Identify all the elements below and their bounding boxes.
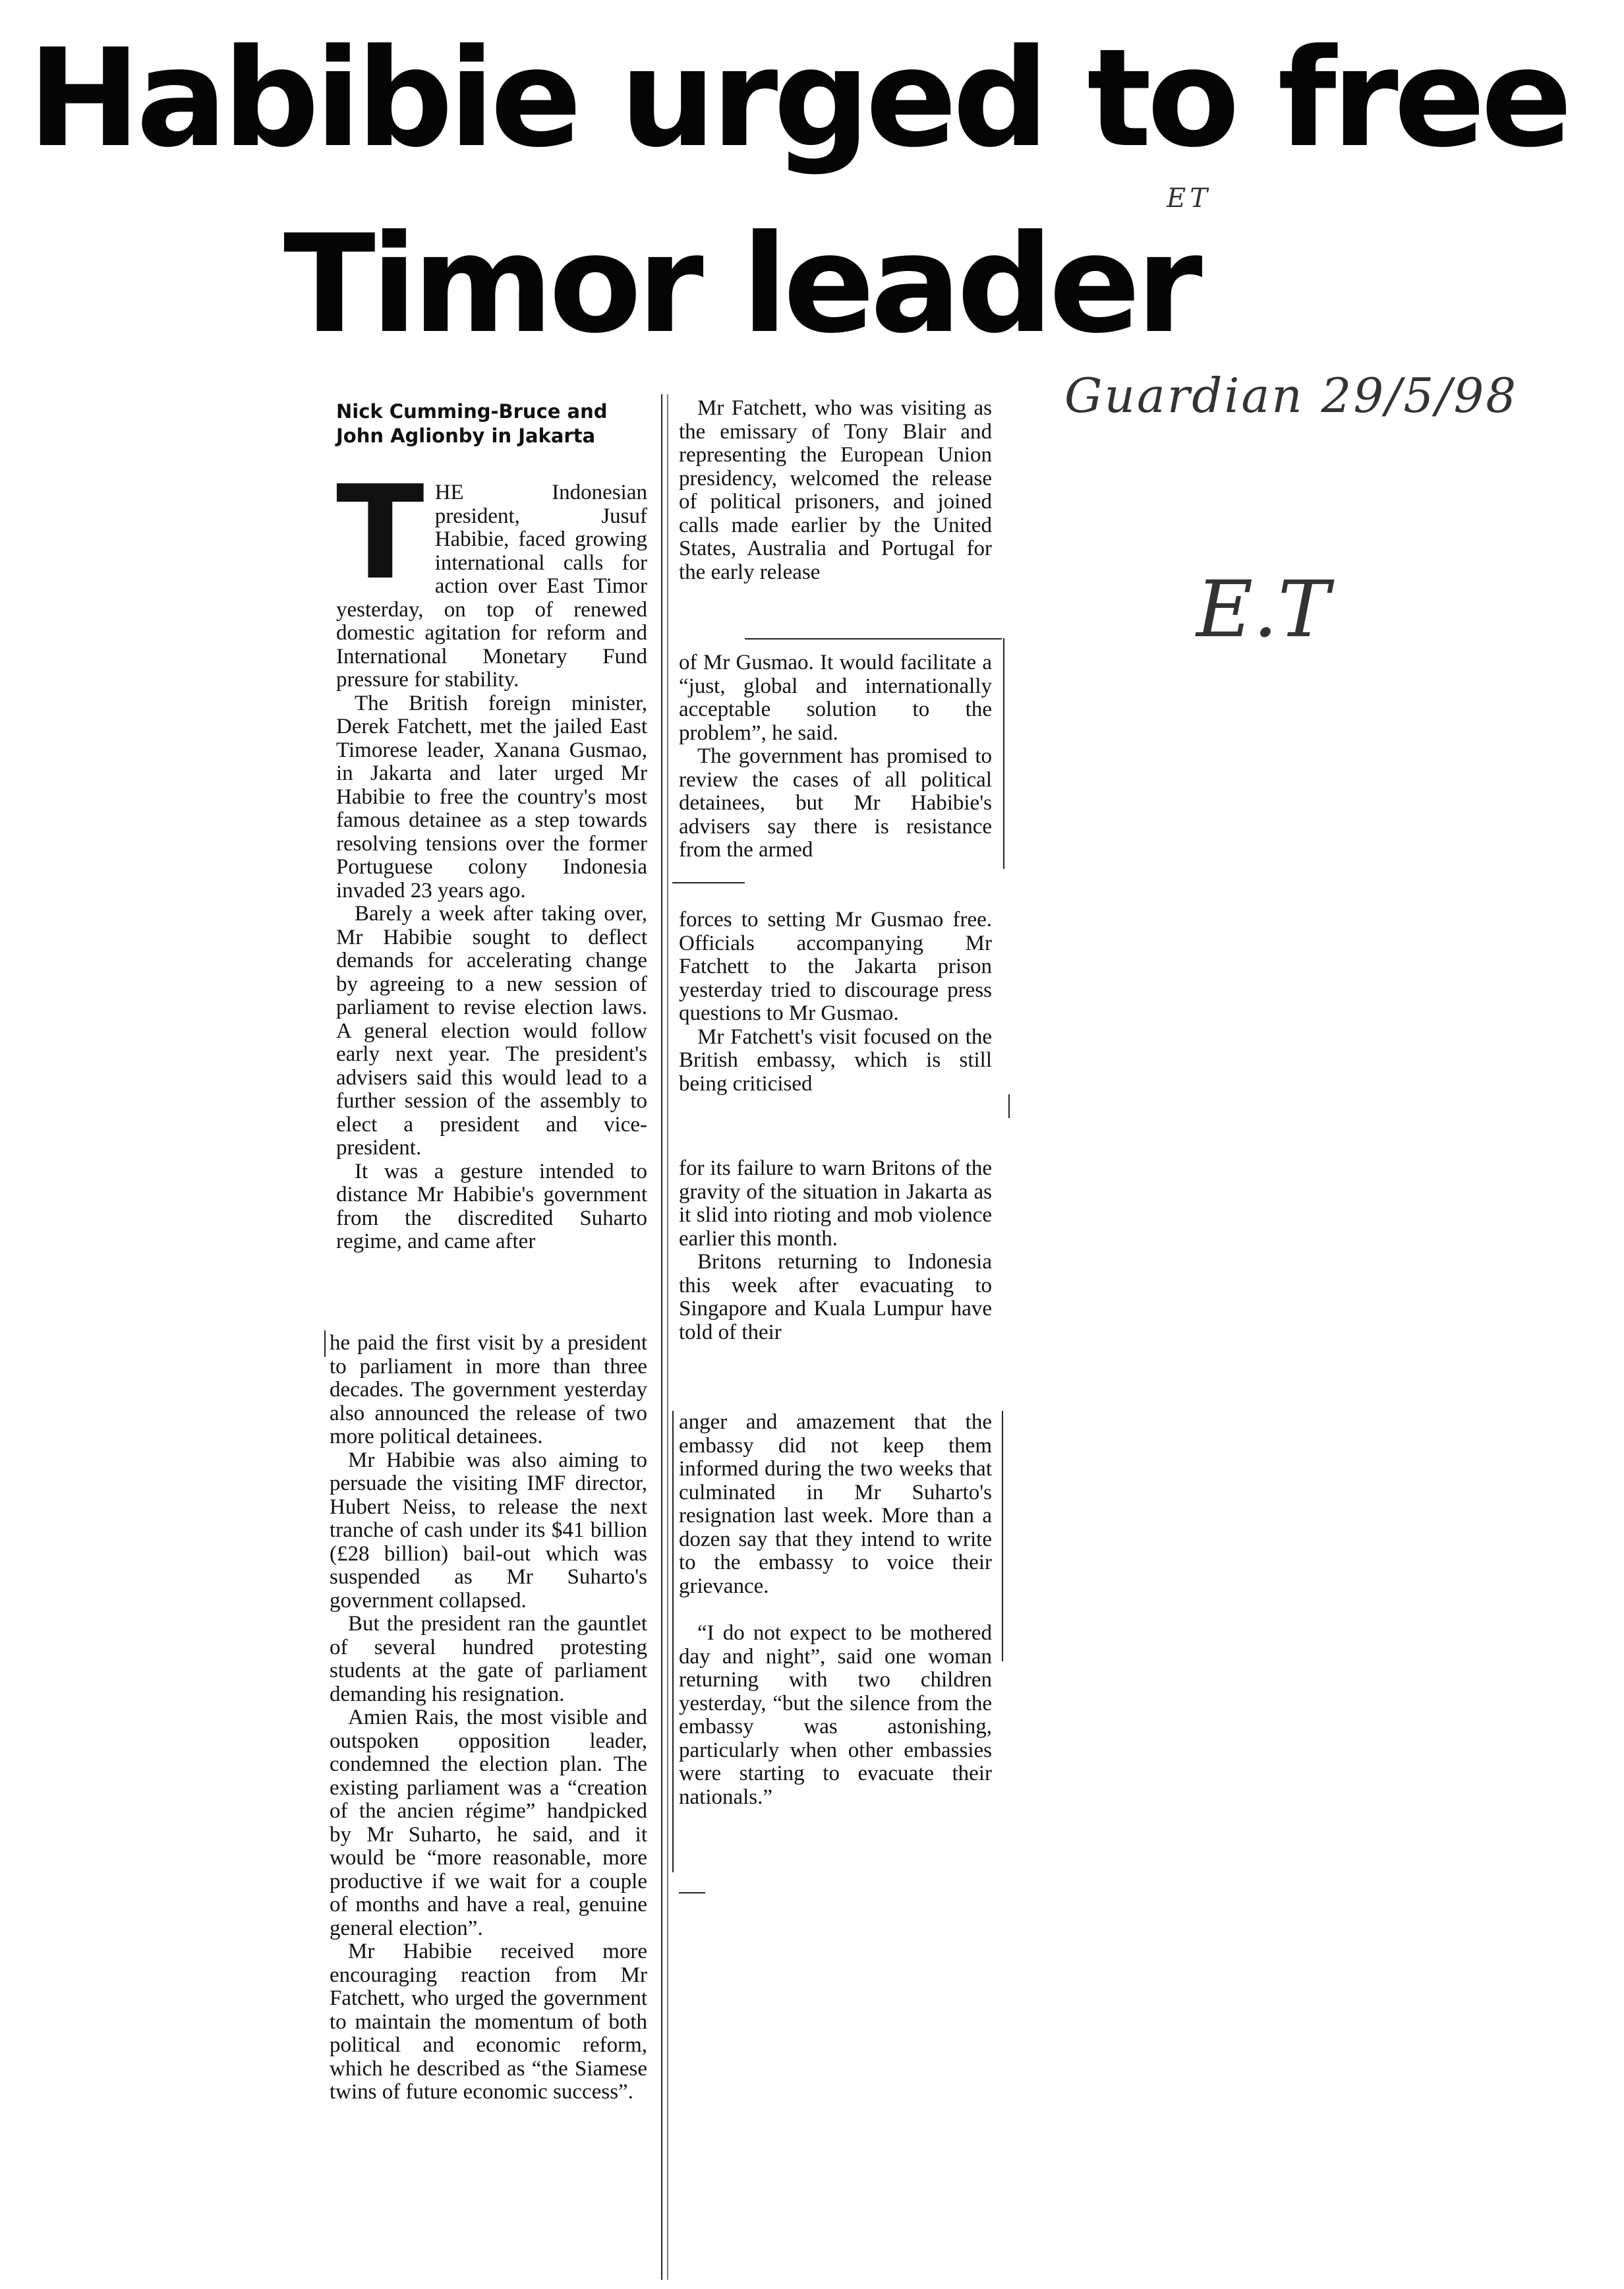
paragraph: Barely a week after taking over, Mr Habibie sought to deflect demands for accelerating change by agreeing to a new session of parliament to revise election laws. A general election would follow early next year. The president's advisers said this would lead to a further session of the assembly to elect a president and vice-president. <box>336 902 647 1160</box>
article-column-1-continued <box>330 1332 647 2104</box>
paragraph: Mr Habibie received more encouraging reaction from Mr Fatchett, who urged the government to maintain the momentum of both political and economic reform, which he described as “the Siamese twins of future economic success”. <box>330 1940 647 2104</box>
column-divider <box>661 394 662 2280</box>
byline-location: John Aglionby in Jakarta <box>336 425 596 447</box>
byline-authors: Nick Cumming-Bruce and <box>336 400 608 423</box>
clip-edge <box>672 882 745 883</box>
paragraph: The government has promised to review the cases of all political detainees, but Mr Habibie's advisers say there is resistance from the armed <box>679 744 992 862</box>
article-column-1 <box>336 458 647 1254</box>
article-column-2 <box>679 397 992 584</box>
paragraph: for its failure to warn Britons of the gravity of the situation in Jakarta as it slid into rioting and mob violence earlier this month. <box>679 1156 992 1251</box>
clip-edge <box>672 1411 674 1872</box>
column-divider <box>667 394 668 2280</box>
paragraph: The British foreign minister, Derek Fatchett, met the jailed East Timorese leader, Xanana Gusmao, in Jakarta and later urged Mr Habibie to free the country's most famous detainee as a step towards resolving tensions over the former Portuguese colony Indonesia invaded 23 years ago. <box>336 691 647 903</box>
paragraph: HE Indonesian president, Jusuf Habibie, faced growing international calls for action over East Timor yesterday, on top of renewed domestic agitation for reform and International Monetary Fund pressure for stability. <box>336 481 647 692</box>
paragraph: Britons returning to Indonesia this week after evacuating to Singapore and Kuala Lumpur have told of their <box>679 1250 992 1344</box>
drop-cap: T <box>336 458 424 609</box>
handwritten-top-scribble: ET <box>1167 183 1211 214</box>
clip-edge <box>324 1330 326 1357</box>
paragraph: forces to setting Mr Gusmao free. Officials accompanying Mr Fatchett to the Jakarta prison yesterday tried to discourage press questions to Mr Gusmao. <box>679 908 992 1025</box>
clip-edge <box>679 1892 705 1893</box>
paragraph: he paid the first visit by a president to parliament in more than three decades. The government yesterday also announced the release of two more political detainees. <box>330 1331 647 1448</box>
paragraph: Mr Habibie was also aiming to persuade the visiting IMF director, Hubert Neiss, to release the next tranche of cash under its $41 billion (£28 billion) bail-out which was suspended as Mr Suharto's government collapsed. <box>330 1448 647 1613</box>
article-column-2-segment-5 <box>679 1411 992 1809</box>
paragraph: Mr Fatchett, who was visiting as the emissary of Tony Blair and representing the European Union presidency, welcomed the release of political prisoners, and joined calls made earlier by the United States, Australia and Portugal for the early release <box>679 396 992 584</box>
headline-line-2: Timor leader <box>283 206 1198 363</box>
paragraph: Amien Rais, the most visible and outspoken opposition leader, condemned the election plan. The existing parliament was a “creation of the ancien régime” handpicked by Mr Suharto, he said, and it would be “more reasonable, more productive if we wait for a couple of months and have a real, genuine general election”. <box>330 1706 647 1940</box>
paragraph: Mr Fatchett's visit focused on the British embassy, which is still being criticised <box>679 1025 992 1096</box>
clip-edge <box>745 638 1002 639</box>
paragraph: It was a gesture intended to distance Mr Habibie's government from the discredited Suharto regime, and came after <box>336 1159 647 1253</box>
paragraph: anger and amazement that the embassy did not keep them informed during the two weeks that culminated in Mr Suharto's resignation last week. More than a dozen say that they intend to write to the embassy to voice their grievance. <box>679 1410 992 1598</box>
handwritten-corner-mark: E.T <box>1196 564 1330 655</box>
headline-line-1: Habibie urged to free <box>28 20 1568 177</box>
paragraph: of Mr Gusmao. It would facilitate a “just, global and internationally acceptable solution to the problem”, he said. <box>679 651 992 745</box>
handwritten-source-date: Guardian 29/5/98 <box>1064 368 1519 423</box>
paragraph: “I do not expect to be mothered day and night”, said one woman returning with two children yesterday, “but the silence from the embassy was astonishing, particularly when other embassies were starting to evacuate their nationals.” <box>679 1621 992 1809</box>
clip-edge <box>1002 1411 1003 1661</box>
paragraph: But the president ran the gauntlet of several hundred protesting students at the gate of parliament demanding his resignation. <box>330 1612 647 1706</box>
clip-edge <box>1003 638 1004 869</box>
article-column-2-segment-3 <box>679 908 992 1096</box>
clip-edge <box>1008 1094 1010 1118</box>
byline <box>336 400 646 448</box>
article-column-2-segment-4 <box>679 1157 992 1344</box>
article-column-2-segment-2 <box>679 651 992 862</box>
